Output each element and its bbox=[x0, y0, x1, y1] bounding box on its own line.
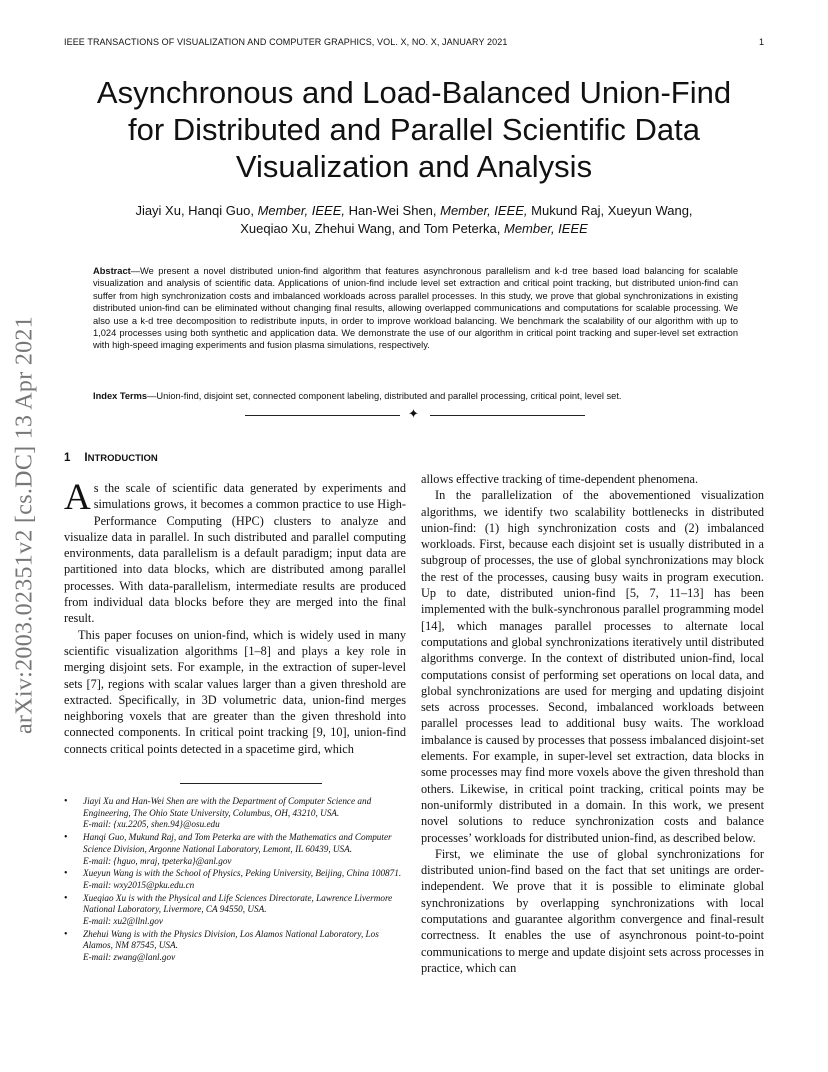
authors-part-2: Han-Wei Shen, bbox=[344, 203, 441, 218]
paragraph: In the parallelization of the abovementioned visualization algorithms, we identify two scalability bottlenecks in distributed union-find: (1) high synchronization costs and (2) imbalanced workloads. First, because each disjoint set is usually distributed in a subgroup of processes, the use of global synchronizations may block the rest of the processes, causing busy waits in program execution. Up to date, distributed union-find [5, 7, 11–13] has been implemented with the bulk-synchronous parallel programming model [14], which manages parallel processes to alternate local computations and global synchronizations iteratively until distributed algorithms converge. In the context of distributed union-find, local computations consist of performing set operations on local data, and global synchronizations are used for merging and updating disjoint sets across processes. Second, imbalanced workloads between parallel processes lead to additional busy waits. The workload imbalance is caused by processes that possess imbalanced disjoint-set elements. For example, in super-level set extraction, data blocks in some processes may find more voxels above the given threshold than others. Likewise, in critical point tracking, critical points may be non-uniformly distributed in a domain. In this work, we present novel solutions to reduce synchronization costs and balance processes’ workloads for distributed union-find, as described below. bbox=[421, 488, 764, 845]
paragraph: allows effective tracking of time-dependent phenomena. bbox=[421, 472, 699, 486]
index-terms-text: —Union-find, disjoint set, connected component labeling, distributed and parallel processing, critical point, level set. bbox=[147, 391, 622, 401]
section-title-initial: I bbox=[84, 452, 88, 464]
title-line-1: Asynchronous and Load-Balanced Union-Find bbox=[96, 75, 732, 110]
drop-cap: A bbox=[64, 477, 91, 518]
authors-part-4: Xueqiao Xu, Zhehui Wang, and Tom Peterka, bbox=[240, 221, 504, 236]
footnote-item: • Zhehui Wang is with the Physics Division, Los Alamos National Laboratory, Los Alamos, NM 87545, USA. E-mail: zwang@lanl.gov bbox=[64, 929, 406, 964]
footnote-item: • Xueqiao Xu is with the Physical and Life Sciences Directorate, Lawrence Livermore National Laboratory, Livermore, CA 94550, USA. E-mail: xu2@llnl.gov bbox=[64, 893, 406, 928]
authors-part-3: Mukund Raj, Xueyun Wang, bbox=[527, 203, 693, 218]
arxiv-identifier-text: arXiv:2003.02351v2 [cs.DC] 13 Apr 2021 bbox=[11, 315, 38, 735]
index-terms bbox=[93, 390, 738, 402]
title-line-2: for Distributed and Parallel Scientific Data bbox=[127, 112, 701, 147]
section-number: 1 bbox=[64, 452, 71, 464]
footnote-item: • Xueyun Wang is with the School of Physics, Peking University, Beijing, China 100871. E-mail: wxy2015@pku.edu.cn bbox=[64, 868, 406, 891]
abstract-text: —We present a novel distributed union-find algorithm that features asynchronous parallelism and k-d tree based load balancing for scalable visualization and analysis of scientific data. Applications of union-find include level set extraction and critical point tracking, but distributed union-find can suffer from high synchronization costs and imbalanced workloads across parallel processes. In this study, we prove that global synchronizations in existing distributed union-find can be eliminated without changing final results, allowing overlapped communications and computations for scalable processing. We also use a k-d tree decomposition to redistribute inputs, in order to improve workload balancing. We benchmark the scalability of our algorithm with up to 1,024 processes using both synthetic and application data. We demonstrate the use of our algorithm in critical point tracking and super-level set extraction with high-speed imaging experiments and fusion plasma simulations, respectively. bbox=[93, 266, 738, 351]
section-divider bbox=[245, 408, 585, 422]
authors-part-1: Jiayi Xu, Hanqi Guo, bbox=[135, 203, 258, 218]
paragraph: This paper focuses on union-find, which is widely used in many scientific visualization algorithms [1–8] and plays a key role in merging disjoint sets. For example, in the extraction of super-level sets [7], regions with scalar values larger than a given threshold are extracted. Specifically, in 3D volumetric data, union-find merges neighboring voxels that are greater than the given threshold into connected components. In critical point tracking [9, 10], union-find connects critical points detected in a spacetime gird, which bbox=[64, 627, 406, 756]
title-line-3: Visualization and Analysis bbox=[235, 149, 593, 184]
arxiv-identifier bbox=[5, 290, 45, 760]
author-list bbox=[64, 202, 764, 238]
divider-line-left bbox=[245, 415, 400, 416]
section-title-rest: NTRODUCTION bbox=[87, 453, 158, 464]
abstract-label: Abstract bbox=[93, 266, 131, 276]
abstract bbox=[93, 265, 738, 352]
running-header: IEEE TRANSACTIONS OF VISUALIZATION AND COMPUTER GRAPHICS, VOL. X, NO. X, JANUARY 2021 bbox=[64, 37, 508, 47]
page-number: 1 bbox=[758, 37, 764, 47]
paragraph bbox=[64, 477, 406, 627]
paragraph-text: s the scale of scientific data generated by experiments and simulations grows, it becomes a common practice to use High-Performance Computing (HPC) clusters to analyze and visualize data in parallel. In such distributed and parallel computing environments, data parallelism is a default paradigm; input data are partitioned into data blocks, which are distributed among parallel processes. With data-parallelism, intermediate results are produced from individual data blocks before they are merged into the final result. bbox=[64, 481, 406, 626]
footnote-item: • Hanqi Guo, Mukund Raj, and Tom Peterka are with the Mathematics and Computer Science Division, Argonne National Laboratory, Lemont, IL 60439, USA. E-mail: {hguo, mraj, tpeterka}@anl.gov bbox=[64, 832, 406, 867]
divider-star-icon: ✦ bbox=[408, 406, 419, 421]
paragraph: First, we eliminate the use of global synchronizations for distributed union-find based on the fact that set unitings are order-independent. We prove that it is possible to eliminate global synchronizations by overlapping synchronizations with local computations and guarantee algorithm convergence and final-result correctness. It enables the use of asynchronous point-to-point communications to merge and update disjoint sets across processes in practice, which can bbox=[421, 846, 764, 975]
footnote-item: • Jiayi Xu and Han-Wei Shen are with the Department of Computer Science and Engineering, The Ohio State University, Columbus, OH, 43210, USA. E-mail: {xu.2205, shen.94}@osu.edu bbox=[64, 796, 406, 831]
affiliation-footnotes bbox=[64, 796, 406, 965]
member-note: Member, IEEE, bbox=[257, 203, 345, 218]
paper-title bbox=[64, 74, 764, 185]
left-column bbox=[64, 477, 406, 757]
section-heading bbox=[64, 452, 158, 464]
right-column bbox=[421, 471, 764, 976]
divider-line-right bbox=[430, 415, 585, 416]
member-note: Member, IEEE, bbox=[440, 203, 528, 218]
index-terms-label: Index Terms bbox=[93, 391, 148, 401]
footnote-rule bbox=[180, 783, 322, 784]
member-note: Member, IEEE bbox=[503, 221, 588, 236]
